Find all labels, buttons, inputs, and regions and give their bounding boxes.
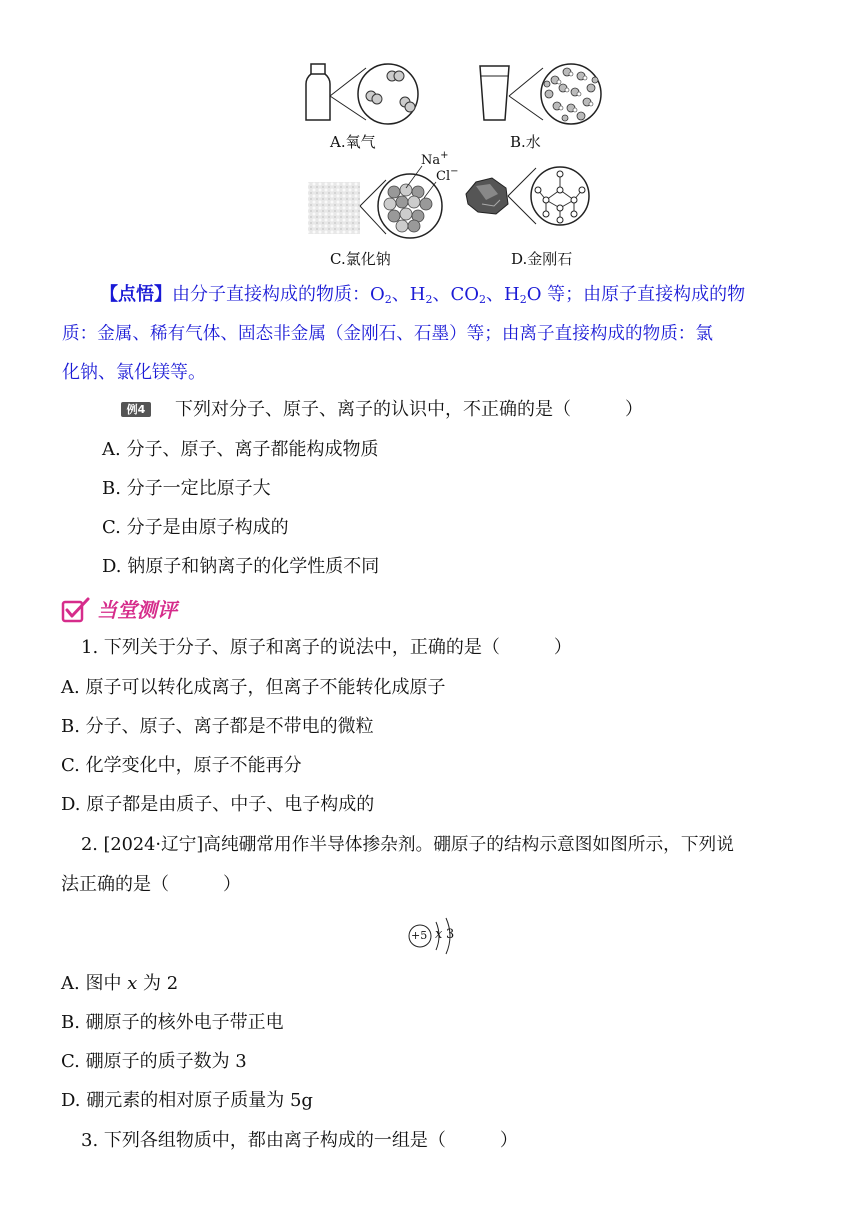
tip-text: 由分子直接构成的物质：O [172, 284, 385, 305]
q2-question-line-1: 2. [2024·辽宁]高纯硼常用作半导体掺杂剂。硼原子的结构示意图如图所示，下列说 [81, 835, 734, 855]
q2-option-c: C. 硼原子的质子数为 3 [61, 1051, 247, 1072]
caption-water: B.水 [510, 133, 541, 151]
tip-label: 【点悟】 [100, 284, 172, 305]
tip-line-3: 化钠、氯化镁等。 [62, 362, 206, 383]
q1-option-a: A. 原子可以转化成离子，但离子不能转化成原子 [61, 677, 446, 698]
sodium-symbol: Na [421, 153, 441, 168]
water-glass-magnified-illustration [475, 58, 615, 130]
shell1-electrons: x [435, 927, 443, 942]
figure-diamond [462, 160, 602, 236]
example4-question: 下列对分子、原子、离子的认识中，不正确的是（ ） [175, 399, 643, 420]
tip-text: 、H [486, 284, 520, 305]
sodium-charge: + [440, 150, 449, 161]
subscript-2: 2 [384, 293, 392, 306]
diamond-rock-magnified-illustration [462, 160, 602, 236]
figure-oxygen [300, 58, 440, 130]
option-text: 为 2 [137, 973, 179, 994]
option-text: A. 图中 [61, 973, 128, 994]
chloride-charge: − [450, 166, 459, 177]
q2-option-d: D. 硼元素的相对原子质量为 5g [61, 1090, 313, 1111]
figure-water [475, 58, 615, 130]
example4-option-b: B. 分子一定比原子大 [102, 478, 271, 499]
caption-sodium-chloride: C.氯化钠 [330, 250, 391, 268]
tip-text: O 等；由原子直接构成的物 [526, 284, 746, 305]
caption-oxygen: A.氧气 [330, 133, 376, 151]
q1-option-c: C. 化学变化中，原子不能再分 [61, 755, 302, 776]
label-chloride-ion [436, 168, 459, 186]
tip-line-1 [100, 283, 745, 307]
chloride-symbol: Cl [436, 169, 451, 184]
q3-question: 3. 下列各组物质中，都由离子构成的一组是（ ） [81, 1130, 518, 1151]
subscript-2: 2 [519, 293, 527, 306]
q2-option-b: B. 硼原子的核外电子带正电 [61, 1012, 284, 1033]
example4-option-a: A. 分子、原子、离子都能构成物质 [102, 439, 379, 460]
checkbox-icon [61, 597, 91, 623]
nucleus-charge: +5 [411, 929, 428, 942]
section-title: 当堂测评 [97, 598, 177, 622]
subscript-2: 2 [479, 293, 486, 306]
caption-diamond: D.金刚石 [511, 250, 573, 268]
example4-option-c: C. 分子是由原子构成的 [102, 517, 289, 538]
tip-text: 、CO [432, 284, 479, 305]
q1-option-b: B. 分子、原子、离子都是不带电的微粒 [61, 716, 374, 737]
subscript-2: 2 [425, 293, 433, 306]
q2-question-line-2: 法正确的是（ ） [61, 874, 241, 895]
tip-line-2: 质：金属、稀有气体、固态非金属（金刚石、石墨）等；由离子直接构成的物质：氯 [62, 324, 713, 344]
q2-option-a [61, 972, 178, 996]
boron-atom-structure-diagram [402, 912, 472, 958]
example4-option-d: D. 钠原子和钠离子的化学性质不同 [102, 556, 380, 577]
tip-text: 、H [391, 284, 426, 305]
shell2-electrons: 3 [446, 927, 455, 942]
example-tag: 例4 [121, 402, 151, 417]
oxygen-bottle-magnified-illustration [300, 58, 440, 130]
q1-option-d: D. 原子都是由质子、中子、电子构成的 [61, 794, 375, 815]
variable-x: x [127, 973, 138, 994]
q1-question: 1. 下列关于分子、原子和离子的说法中，正确的是（ ） [81, 637, 572, 658]
